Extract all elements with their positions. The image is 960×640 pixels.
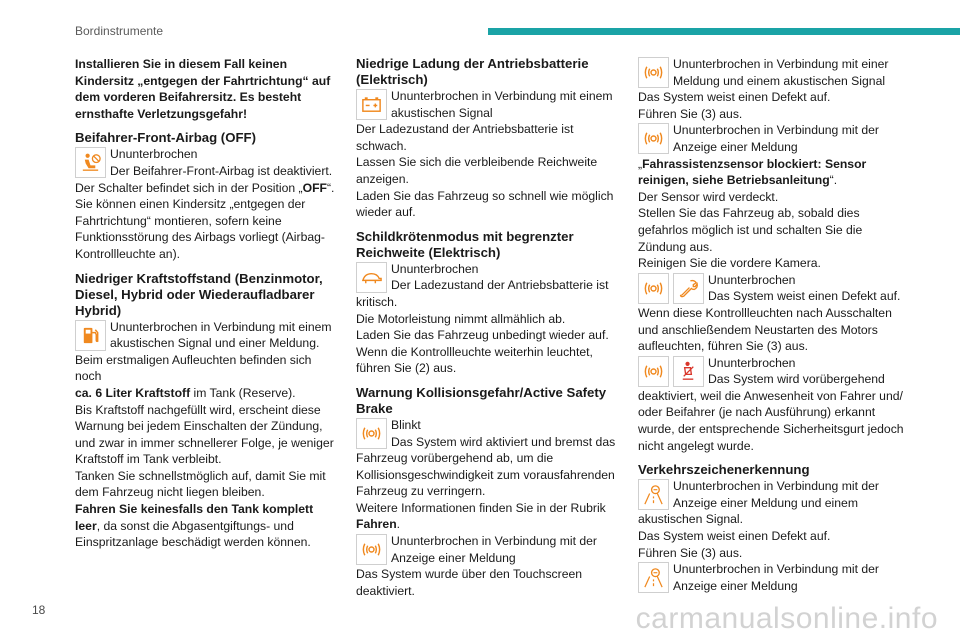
turtle-text1: Die Motorleistung nimmt allmählich ab. <box>356 311 566 326</box>
wrench-icon <box>673 273 704 304</box>
fuel-text3: Tanken Sie schnellstmöglich auf, damit Sie mit dem Fahrzeug nicht liegen bleiben. <box>75 468 326 500</box>
child-seat-warning: Installieren Sie in diesem Fall keinen Kindersitz „entgegen der Fahrtrichtung“ auf dem vorderen Beifahrersitz. Es besteht ernsthafte Verletzungsgefahr! <box>75 57 331 121</box>
block1-text2: Führen Sie (3) aus. <box>638 106 743 121</box>
block3-state: Ununterbrochen <box>708 272 796 287</box>
fuel-text1: Beim erstmaligen Aufleuchten befinden sich noch ca. 6 Liter Kraftstoff im Tank (Reserve). <box>75 352 312 400</box>
collision-warning-icon <box>638 356 669 387</box>
collision-state3: Ununterbrochen in Verbindung mit der Anzeige einer Meldung <box>391 534 597 565</box>
block3-text1: Wenn diese Kontrollleuchten nach Ausschalten und anschließendem Neustarten des Motors aufleuchten, führen Sie (3) aus. <box>638 305 892 354</box>
block2-text1: Der Sensor wird verdeckt. <box>638 189 779 204</box>
traffic-text1: Das System weist einen Defekt auf. <box>638 529 831 544</box>
battery-text3: Laden Sie das Fahrzeug so schnell wie möglich wieder auf. <box>356 188 614 220</box>
block4-state2: Das System wird vorübergehend deaktiviert, weil die Anwesenheit von Fahrer und/ oder Beifahrer (je nach Ausführung) erkannt wurde, der entsprechende Sicherheitsgurt jedoch nicht angelegt wurde. <box>638 372 904 453</box>
battery-state: Ununterbrochen in Verbindung mit einem akustischen Signal <box>391 89 613 120</box>
traffic-sign-icon <box>638 562 669 593</box>
header-accent-bar <box>488 28 960 35</box>
battery-text1: Der Ladezustand der Antriebsbatterie ist schwach. <box>356 122 574 153</box>
fuel-text2: Bis Kraftstoff nachgefüllt wird, erscheint diese Warnung bei jedem Einschalten der Zündung, und zwar in immer schnellerer Folge, je weniger Kraftstoff im Tank verbleibt. <box>75 402 334 467</box>
traffic-state2: Ununterbrochen in Verbindung mit der Anzeige einer Meldung <box>673 562 879 593</box>
column-2 <box>356 56 618 599</box>
page-number: 18 <box>32 603 46 617</box>
airbag-heading: Beifahrer-Front-Airbag (OFF) <box>75 130 256 146</box>
block2-text2: Stellen Sie das Fahrzeug ab, sobald dies gefahrlos möglich ist und schalten Sie die Zündung aus. <box>638 206 863 254</box>
watermark: carmanualsonline.info <box>635 602 938 635</box>
traffic-text2: Führen Sie (3) aus. <box>638 545 743 560</box>
block1-text1: Das System weist einen Defekt auf. <box>638 90 831 105</box>
battery-icon <box>356 89 387 120</box>
column-3 <box>638 56 906 594</box>
traffic-state: Ununterbrochen in Verbindung mit der Anzeige einer Meldung und einem akustischen Signal. <box>638 479 879 527</box>
collision-heading: Warnung Kollisionsgefahr/Active Safety Brake <box>356 384 607 416</box>
airbag-line2: Der Schalter befindet sich in der Position „OFF“. <box>75 180 335 195</box>
block2-text3: Reinigen Sie die vordere Kamera. <box>638 256 821 271</box>
turtle-state: Ununterbrochen <box>391 261 479 276</box>
turtle-state2: Der Ladezustand der Antriebsbatterie ist kritisch. <box>356 278 609 309</box>
turtle-icon <box>356 262 387 293</box>
battery-text2: Lassen Sie sich die verbleibende Reichweite anzeigen. <box>356 155 598 186</box>
turtle-heading: Schildkrötenmodus mit begrenzter Reichweite (Elektrisch) <box>356 228 574 260</box>
traffic-heading: Verkehrszeichenerkennung <box>638 462 810 478</box>
collision-warning-icon <box>638 273 669 304</box>
airbag-state: Ununterbrochen <box>110 147 198 162</box>
fuel-state: Ununterbrochen in Verbindung mit einem akustischen Signal und einer Meldung. <box>110 319 332 351</box>
block1-state: Ununterbrochen in Verbindung mit einer Meldung und einem akustischen Signal <box>673 57 889 88</box>
driver-seatbelt-icon <box>673 356 704 387</box>
collision-warning-icon <box>638 123 669 154</box>
collision-state2: Das System wird aktiviert und bremst das Fahrzeug vorübergehend ab, um die Kollisionsgeschwindigkeit zum vorausfahrenden Fahrzeug zu verringern. <box>356 434 616 499</box>
airbag-line1: Der Beifahrer-Front-Airbag ist deaktiviert. <box>110 163 333 178</box>
collision-text1: Weitere Informationen finden Sie in der Rubrik Fahren. <box>356 500 606 532</box>
turtle-text3: Wenn die Kontrollleuchte weiterhin leuchtet, führen Sie (2) aus. <box>356 344 593 376</box>
battery-heading: Niedrige Ladung der Antriebsbatterie (Elektrisch) <box>356 56 589 87</box>
block2-message: „Fahrassistenzsensor blockiert: Sensor reinigen, siehe Betriebsanleitung“. <box>638 156 867 188</box>
block4-state: Ununterbrochen <box>708 355 796 370</box>
collision-state: Blinkt <box>391 417 421 432</box>
header-title: Bordinstrumente <box>75 24 164 38</box>
collision-text2: Das System wurde über den Touchscreen deaktiviert. <box>356 567 583 598</box>
fuel-heading: Niedriger Kraftstoffstand (Benzinmotor, Diesel, Hybrid oder Wiederaufladbarer Hybrid) <box>75 270 323 318</box>
fuel-text4: Fahren Sie keinesfalls den Tank komplett leer, da sonst die Abgasentgiftungs- und Einspritzanlage beschädigt werden können. <box>75 502 314 550</box>
collision-warning-icon <box>638 57 669 88</box>
block2-state: Ununterbrochen in Verbindung mit der Anzeige einer Meldung <box>673 123 879 154</box>
collision-warning-icon <box>356 418 387 449</box>
traffic-sign-icon <box>638 479 669 510</box>
column-1 <box>75 56 337 551</box>
airbag-off-icon <box>75 147 106 178</box>
block3-state2: Das System weist einen Defekt auf. <box>708 289 901 304</box>
fuel-pump-icon <box>75 320 106 351</box>
airbag-line3: Sie können einen Kindersitz „entgegen der Fahrtrichtung“ montieren, sofern keine Funktionsstörung des Airbags vorliegt (Airbag-Kontrollleuchte an). <box>75 197 325 261</box>
turtle-text2: Laden Sie das Fahrzeug unbedingt wieder auf. <box>356 328 609 343</box>
collision-warning-icon <box>356 534 387 565</box>
